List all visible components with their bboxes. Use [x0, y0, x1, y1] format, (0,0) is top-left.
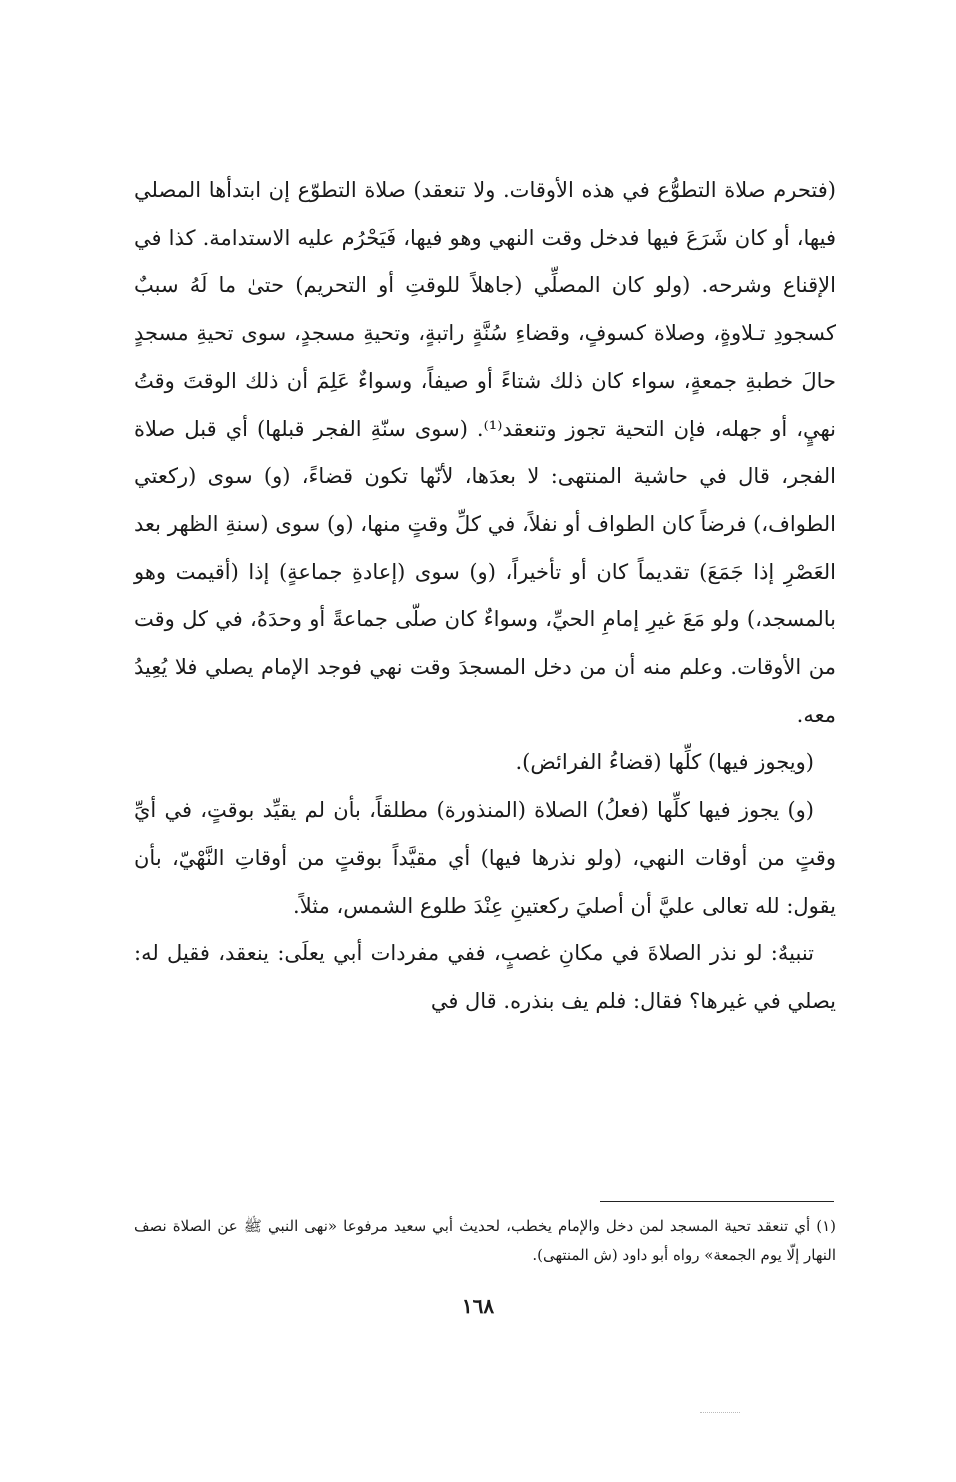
footnote-1: (١) أي تنعقد تحية المسجد لمن دخل والإمام يخطب، لحديث أبي سعيد مرفوعا «نهى النبي ﷺ عن الصلاة نصف النهار إلّا يوم الجمعة» رواه أبو داود (ش المنتهى).: [134, 1217, 836, 1264]
paragraph-4: تنبيهٌ: لو نذر الصلاةَ في مكانِ غصبٍ، ففي مفردات أبي يعلَى: ينعقد، فقيل له: يصلي في غيرها؟ فقال: فلم يف بنذره. قال في: [134, 941, 836, 1013]
footnotes: [134, 1212, 836, 1270]
page-number: ١٦٨: [461, 1294, 495, 1318]
paragraph-2: (ويجوز فيها) كلِّها (قضاءُ الفرائض).: [515, 750, 814, 775]
paragraph-3: (و) يجوز فيها كلِّها (فعلُ) الصلاة (المنذورة) مطلقاً، بأن لم يقيِّد بوقتٍ، في أيِّ وقتٍ من أوقات النهي، (ولو نذرها فيها) أي مقيَّداً بوقتٍ من أوقاتِ النَّهْيّ، بأن يقول: لله تعالى عليَّ أن أصليَ ركعتينِ عِنْدَ طلوع الشمس، مثلاً.: [134, 798, 836, 918]
footnote-divider: [600, 1201, 834, 1202]
scan-specks: [700, 1412, 740, 1417]
main-text: [134, 167, 836, 1026]
paragraph-1: (فتحرم صلاة التطوُّع في هذه الأوقات. ولا تنعقد) صلاة التطوّع إن ابتدأها المصلي فيها، أو كان شَرَعَ فيها فدخل وقت النهي وهو فيها، فَيَحْرُم عليه الاستدامة. كذا في الإقناع وشرحه. (ولو كان المصلِّي (جاهلاً للوقتِ أو التحريم) حتىٰ ما لَهُ سببٌ كسجودِ تـلاوةٍ، وصلاة كسوفٍ، وقضاءِ سُنَّةٍ راتبةٍ، وتحيةِ مسجدٍ، سوى تحيةِ مسجدٍ حالَ خطبةِ جمعةٍ، سواء كان ذلك شتاءً أو صيفاً، وسواءٌ عَلِمَ أن ذلك الوقتَ وقتُ نهيٍ، أو جهله، فإن التحية تجوز وتنعقد⁽¹⁾. (سوى سنّةِ الفجر قبلها) أي قبل صلاة الفجر، قال في حاشية المنتهى: لا بعدَها، لأنّها تكون قضاءً، (و) سوى (ركعتي الطواف،) فرضاً كان الطواف أو نفلاً، في كلِّ وقتٍ منها، (و) سوى (سنةِ الظهر بعد العَصْرِ إذا جَمَعَ) تقديماً كان أو تأخيراً، (و) سوى (إعادةِ جماعةٍ) إذا (أقيمت وهو بالمسجد،) ولو مَعَ غيرِ إمامِ الحيِّ، وسواءٌ كان صلّى جماعةً أو وحدَهُ، في كل وقت من الأوقات. وعلم منه أن من دخل المسجدَ وقت نهي فوجد الإمام يصلي فلا يُعِيدُ معه.: [134, 178, 836, 727]
